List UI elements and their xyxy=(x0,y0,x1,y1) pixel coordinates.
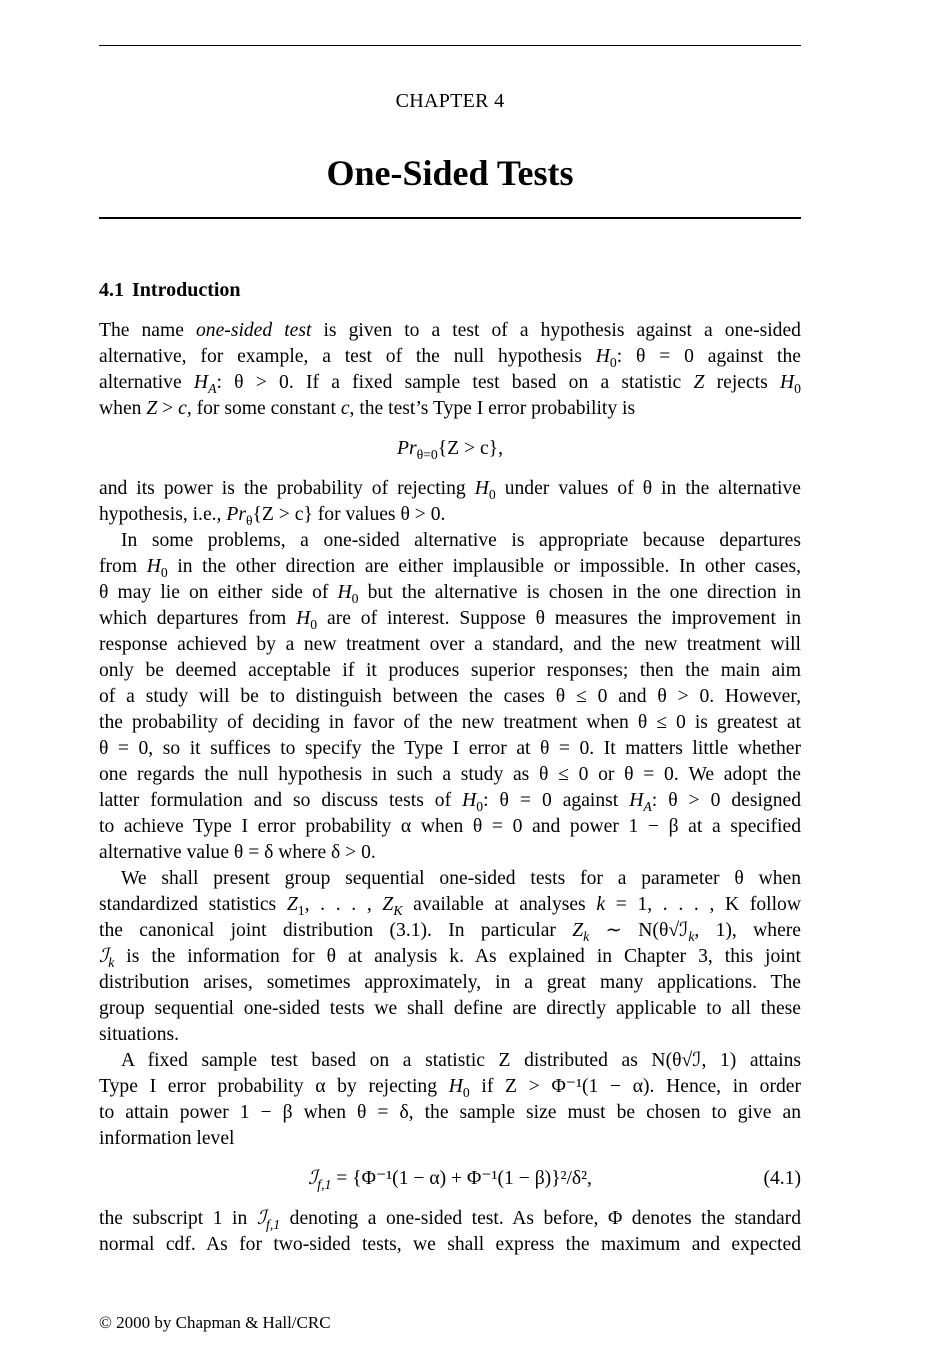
text-line: standardized statistics $Z_1$, . . . , $Z_K$ available at analyses k = 1, . . . , K follow xyxy=(99,894,802,918)
text-line: The name one-sided test is given to a test of a hypothesis against a one-sided xyxy=(99,320,801,341)
text-line: θ may lie on either side of $H_0$ but the alternative is chosen in the one direction in xyxy=(99,582,802,606)
text-line: Type I error probability α by rejecting $H_0$ if Z > Φ⁻¹(1 − α). Hence, in order xyxy=(99,1076,801,1100)
text-line: distribution arises, sometimes approximately, in a great many applications. The xyxy=(99,972,801,993)
text-line: hypothesis, i.e., $Pr_\theta\{Z > c\}$ for values θ > 0. xyxy=(99,504,446,528)
text-line: A fixed sample test based on a statistic Z distributed as N(θ√ℐ, 1) attains xyxy=(121,1050,801,1071)
title-rule xyxy=(99,217,801,219)
section-number: 4.1 xyxy=(99,279,124,301)
paragraph-1 xyxy=(99,318,801,422)
italic-term: one-sided test xyxy=(196,320,312,341)
display-equation-4-1 xyxy=(99,1166,801,1192)
text-line: from $H_0$ in the other direction are either implausible or impossible. In other cases, xyxy=(99,556,801,580)
top-rule xyxy=(99,45,801,46)
text-line: alternative value θ = δ where δ > 0. xyxy=(99,842,376,863)
text-line: the canonical joint distribution (3.1). In particular $Z_k$ ∼ N(θ√ℐ$_k$, 1), where xyxy=(99,920,802,944)
text-line: alternative, for example, a test of the null hypothesis $H_0$: θ = 0 against the xyxy=(99,346,801,370)
text-line: the probability of deciding in favor of the new treatment when θ ≤ 0 is greatest at xyxy=(99,712,801,733)
section-heading xyxy=(99,279,241,302)
chapter-label: CHAPTER 4 xyxy=(395,90,505,112)
text-line: ℐ$_k$ is the information for θ at analysis k. As explained in Chapter 3, this joint xyxy=(99,946,801,970)
text-line: only be deemed acceptable if it produces superior responses; then the main aim xyxy=(99,660,801,681)
text-line: to achieve Type I error probability α when θ = 0 and power 1 − β at a specified xyxy=(99,816,801,837)
paragraph-6 xyxy=(99,1206,801,1258)
text-line: normal cdf. As for two-sided tests, we shall express the maximum and expected xyxy=(99,1234,801,1255)
text-line: We shall present group sequential one-sided tests for a parameter θ when xyxy=(121,868,801,889)
text-line: and its power is the probability of rejecting $H_0$ under values of θ in the alternative xyxy=(99,478,801,502)
text-line: information level xyxy=(99,1128,235,1149)
text-line: situations. xyxy=(99,1024,180,1045)
text-line: alternative $H_A$: θ > 0. If a fixed sample test based on a statistic Z rejects $H_0$ xyxy=(99,372,801,396)
text-line: which departures from $H_0$ are of interest. Suppose θ measures the improvement in xyxy=(99,608,801,632)
text-line: latter formulation and so discuss tests of $H_0$: θ = 0 against $H_A$: θ > 0 designed xyxy=(99,790,802,814)
text-line: group sequential one-sided tests we shall define are directly applicable to all these xyxy=(99,998,801,1019)
section-title: Introduction xyxy=(132,279,241,301)
copyright-footer: © 2000 by Chapman & Hall/CRC xyxy=(99,1313,331,1332)
display-equation-pr: $Pr_{\theta=0}\{Z > c\}$, xyxy=(397,438,503,462)
text-line: when Z > c, for some constant c, the test’s Type I error probability is xyxy=(99,398,636,419)
text-line: of a study will be to distinguish between the cases θ ≤ 0 and θ > 0. However, xyxy=(99,686,801,707)
text-line: response achieved by a new treatment over a standard, and the new treatment will xyxy=(99,634,801,655)
equation-number: (4.1) xyxy=(763,1168,801,1189)
text-line: the subscript 1 in ℐ$_{f,1}$ denoting a one-sided test. As before, Φ denotes the standard xyxy=(99,1208,801,1232)
text-line: to attain power 1 − β when θ = δ, the sample size must be chosen to give an xyxy=(99,1102,801,1123)
text-line: one regards the null hypothesis in such a study as θ ≤ 0 or θ = 0. We adopt the xyxy=(99,764,801,785)
chapter-title: One-Sided Tests xyxy=(326,153,574,193)
text-line: θ = 0, so it suffices to specify the Type I error at θ = 0. It matters little whether xyxy=(99,738,801,759)
paragraph-2 xyxy=(99,476,801,1152)
equation-body: ℐ$_{f,1}$ = {Φ⁻¹(1 − α) + Φ⁻¹(1 − β)}²/δ², xyxy=(308,1168,592,1192)
text-line: In some problems, a one-sided alternative is appropriate because departures xyxy=(121,530,801,551)
